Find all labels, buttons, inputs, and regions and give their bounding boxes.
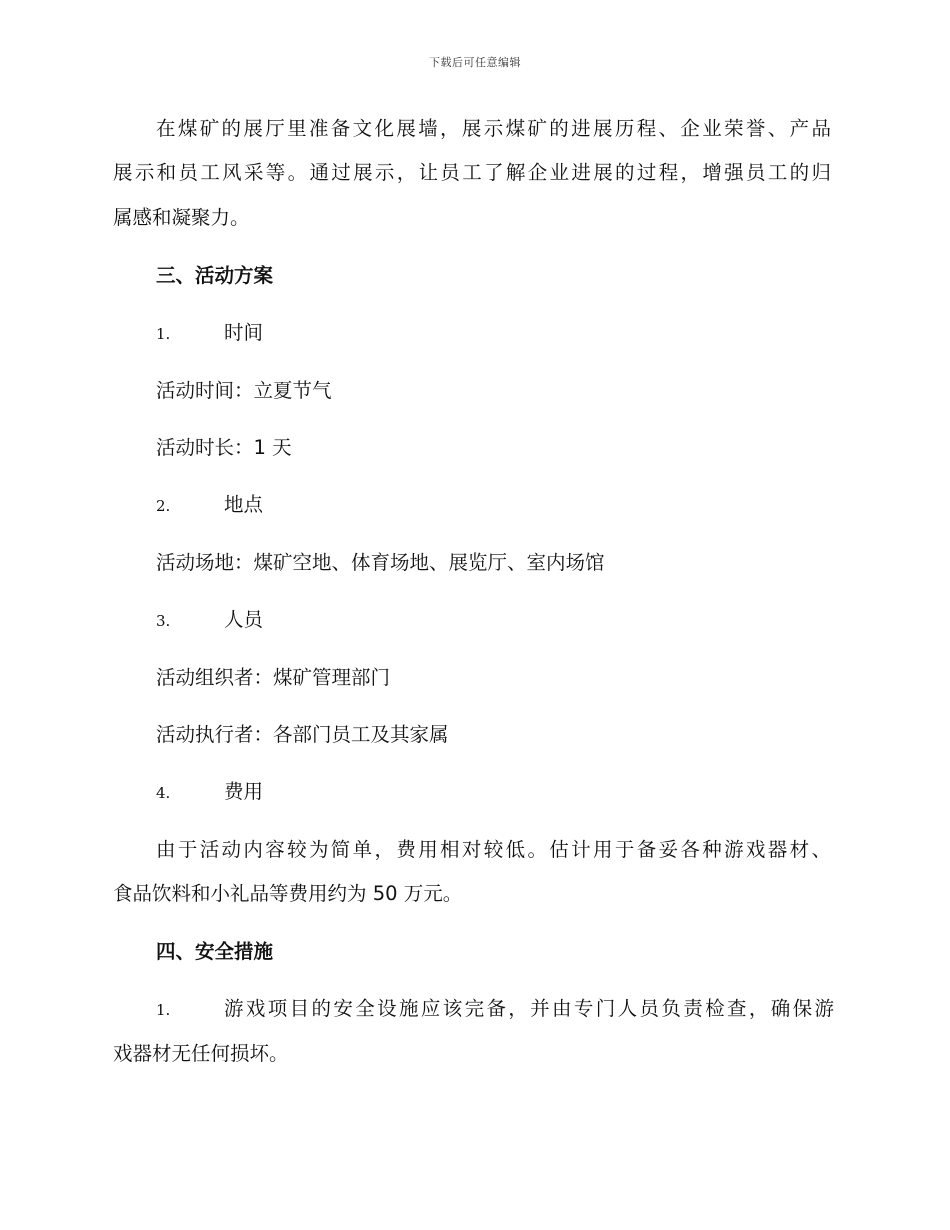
list-number: 4. [156, 784, 171, 802]
activity-venue-text: 活动场地：煤矿空地、体育场地、展览厅、室内场馆 [156, 551, 605, 574]
list-item-time: 时间 [224, 321, 264, 344]
list-item-personnel: 人员 [224, 608, 264, 631]
intro-paragraph-line-1: 在煤矿的展厅里准备文化展墙，展示煤矿的进展历程、企业荣誉、产品 [156, 117, 831, 140]
list-number: 1. [156, 1001, 171, 1019]
list-number: 1. [156, 325, 171, 343]
activity-executor-text: 活动执行者：各部门员工及其家属 [156, 723, 449, 746]
list-number: 2. [156, 497, 171, 515]
activity-duration-text: 活动时长：1 天 [156, 436, 292, 459]
list-number: 3. [156, 612, 171, 630]
cost-paragraph-line-1: 由于活动内容较为简单，费用相对较低。估计用于备妥各种游戏器材、 [156, 838, 831, 861]
section-heading-safety-measures: 四、安全措施 [156, 940, 274, 963]
safety-item-1-line-2: 戏器材无任何损坏。 [113, 1042, 289, 1065]
activity-time-text: 活动时间：立夏节气 [156, 379, 332, 402]
section-heading-activity-plan: 三、活动方案 [156, 264, 274, 287]
intro-paragraph-line-2: 展示和员工风采等。通过展示，让员工了解企业进展的过程，增强员工的归 [113, 161, 831, 184]
cost-paragraph-line-2: 食品饮料和小礼品等费用约为 50 万元。 [113, 882, 463, 905]
list-item-location: 地点 [224, 493, 264, 516]
list-item-cost: 费用 [224, 780, 264, 803]
activity-organizer-text: 活动组织者：煤矿管理部门 [156, 666, 391, 689]
page-header: 下载后可任意编辑 [429, 56, 521, 69]
safety-item-1-line-1: 游戏项目的安全设施应该完备，并由专门人员负责检查，确保游 [224, 997, 834, 1020]
intro-paragraph-line-3: 属感和凝聚力。 [113, 206, 250, 229]
